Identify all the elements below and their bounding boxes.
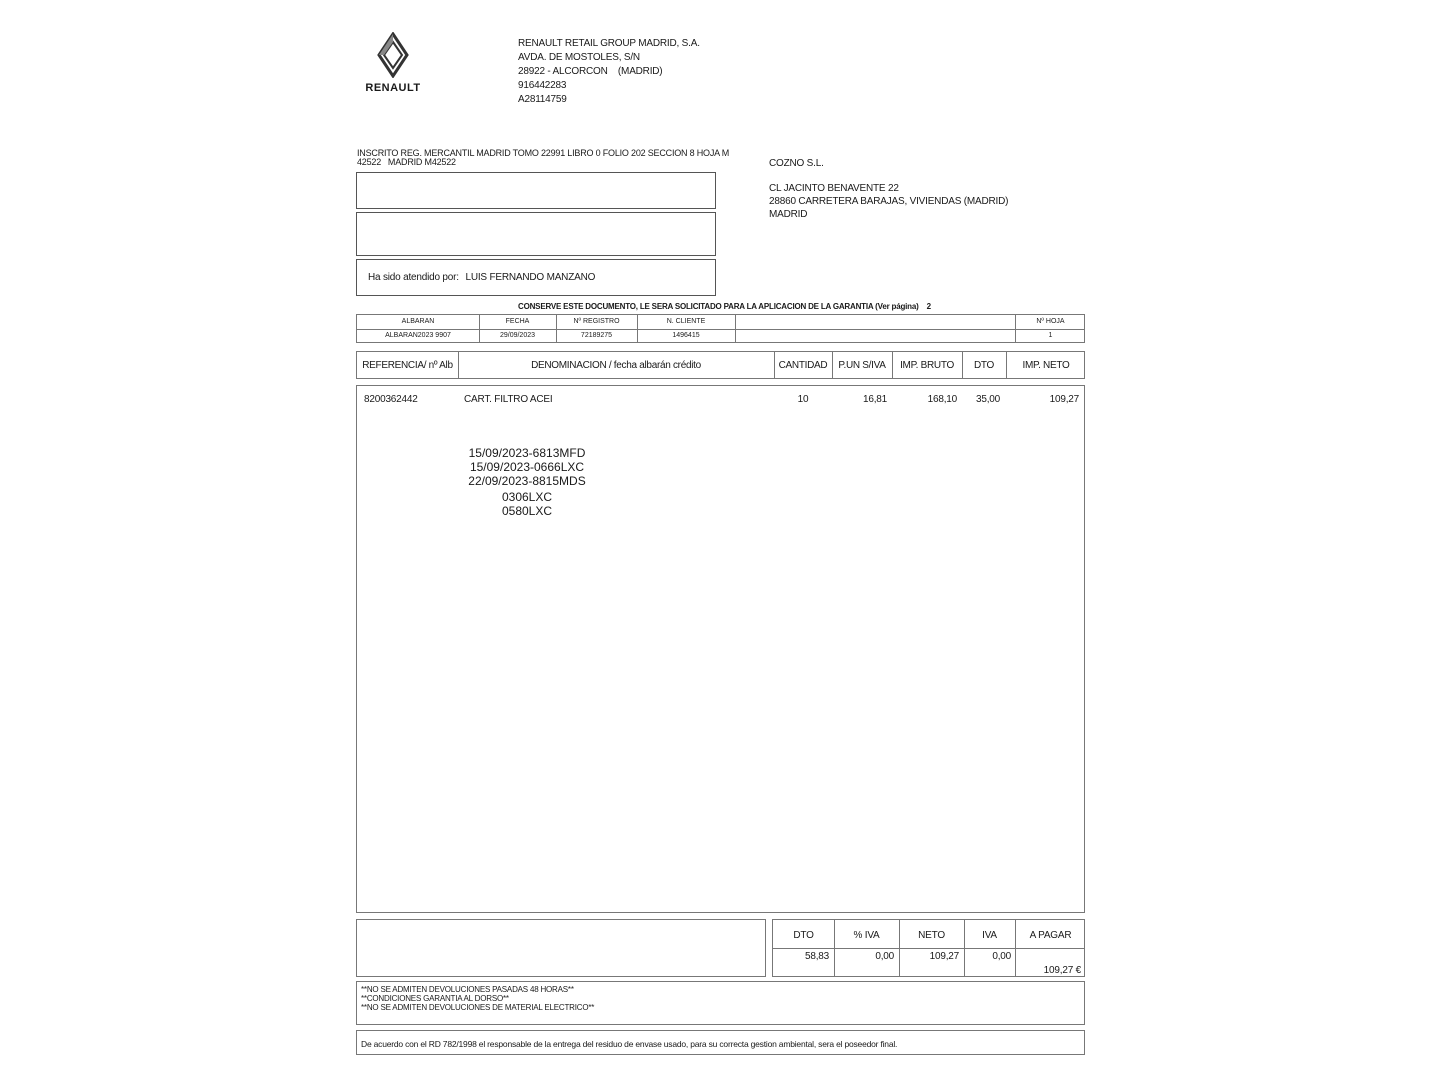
renault-logo <box>357 32 429 96</box>
row-ref: 8200362442 <box>364 394 418 405</box>
legal-footer-box <box>356 1030 1085 1055</box>
conditions-box <box>356 981 1085 1025</box>
customer-address: CL JACINTO BENAVENTE 22 <box>769 183 899 194</box>
customer-name: COZNO S.L. <box>769 158 824 169</box>
col-header-ref: REFERENCIA/ nº Alb <box>362 359 453 371</box>
note-line: 15/09/2023-0666LXC <box>469 460 585 474</box>
info-header-fecha: FECHA <box>505 318 530 325</box>
totals-value-neto: 109,27 <box>929 951 959 962</box>
totals-value-total: 109,27 € <box>1043 965 1081 976</box>
totals-value-dto: 58,83 <box>804 951 829 962</box>
totals-table <box>772 919 1085 977</box>
info-table <box>356 314 1085 343</box>
col-header-net: IMP. NETO <box>1022 359 1070 371</box>
totals-header-dto: DTO <box>793 930 814 941</box>
blank-box-1 <box>356 172 716 209</box>
attended-text <box>368 272 595 283</box>
row-desc: CART. FILTRO ACEI <box>464 394 553 405</box>
row-unit: 16,81 <box>862 394 887 405</box>
company-city: 28922 - ALCORCON (MADRID) <box>518 66 663 77</box>
delivery-notes <box>467 446 587 518</box>
col-header-qty: CANTIDAD <box>778 359 828 371</box>
registry-line-1: INSCRITO REG. MERCANTIL MADRID TOMO 22991 LIBRO 0 FOLIO 202 SECCION 8 HOJA M <box>357 148 730 158</box>
note-line: 15/09/2023-6813MFD <box>468 446 586 460</box>
row-gross: 168,10 <box>927 394 957 405</box>
company-block <box>518 37 700 107</box>
warranty-page: 2 <box>926 302 931 311</box>
row-disc: 35,00 <box>975 394 1000 405</box>
condition-line: **CONDICIONES GARANTIA AL DORSO** <box>361 994 509 1003</box>
warranty-notice <box>518 302 931 311</box>
blank-box-2 <box>356 212 716 256</box>
note-line: 0306LXC <box>501 490 553 504</box>
company-cif: A28114759 <box>518 94 567 105</box>
registry-text <box>357 149 757 167</box>
col-header-gross: IMP. BRUTO <box>900 359 954 371</box>
registry-line-2: 42522 MADRID M42522 <box>357 157 456 167</box>
attended-label: Ha sido atendido por: <box>368 272 459 283</box>
customer-province: MADRID <box>769 209 808 220</box>
info-header-albaran: ALBARAN <box>401 318 435 325</box>
note-line: 22/09/2023-8815MDS <box>468 474 586 488</box>
totals-value-iva-pct: 0,00 <box>875 951 894 962</box>
customer-city: 28860 CARRETERA BARAJAS, VIVIENDAS (MADRID) <box>769 196 1009 207</box>
info-value-fecha: 29/09/2023 <box>499 332 536 339</box>
row-qty: 10 <box>797 394 809 405</box>
logo-text: RENAULT <box>365 82 421 94</box>
condition-line: **NO SE ADMITEN DEVOLUCIONES PASADAS 48 HORAS** <box>361 985 574 994</box>
company-address: AVDA. DE MOSTOLES, S/N <box>518 52 640 63</box>
totals-header-neto: NETO <box>918 930 945 941</box>
remarks-box <box>356 919 766 977</box>
customer-block <box>769 157 1008 221</box>
totals-header-iva: IVA <box>982 930 997 941</box>
table-row <box>357 394 1084 408</box>
note-line: 0580LXC <box>501 504 553 518</box>
row-net: 109,27 <box>1049 394 1079 405</box>
warranty-notice-text: CONSERVE ESTE DOCUMENTO, LE SERA SOLICITADO PARA LA APLICACION DE LA GARANTIA (Ver página) <box>518 302 919 311</box>
legal-footer-text: De acuerdo con el RD 782/1998 el responsable de la entrega del residuo de envase usado, para su correcta gestion ambiental, sera el poseedor final. <box>361 1039 898 1049</box>
info-header-hoja: Nº HOJA <box>1036 318 1065 325</box>
info-value-albaran: ALBARAN2023 9907 <box>385 332 451 339</box>
info-value-registro: 72189275 <box>580 332 613 339</box>
info-value-cliente: 1496415 <box>672 332 700 339</box>
attended-name: LUIS FERNANDO MANZANO <box>465 272 596 283</box>
totals-header-pagar: A PAGAR <box>1029 930 1072 941</box>
lines-body <box>356 385 1085 913</box>
lines-header <box>356 351 1085 379</box>
totals-header-iva-pct: % IVA <box>853 930 880 941</box>
attended-box <box>356 259 716 296</box>
info-header-cliente: N. CLIENTE <box>666 318 706 325</box>
company-phone: 916442283 <box>518 80 567 91</box>
info-value-hoja: 1 <box>1048 332 1053 339</box>
renault-diamond-icon <box>357 32 429 78</box>
totals-value-iva: 0,00 <box>992 951 1011 962</box>
company-name: RENAULT RETAIL GROUP MADRID, S.A. <box>518 38 700 49</box>
col-header-desc: DENOMINACION / fecha albarán crédito <box>531 359 701 371</box>
col-header-disc: DTO <box>973 359 995 371</box>
info-header-registro: Nº REGISTRO <box>573 318 620 325</box>
condition-line: **NO SE ADMITEN DEVOLUCIONES DE MATERIAL ELECTRICO** <box>361 1003 595 1012</box>
col-header-unit: P.UN S/IVA <box>838 359 886 371</box>
